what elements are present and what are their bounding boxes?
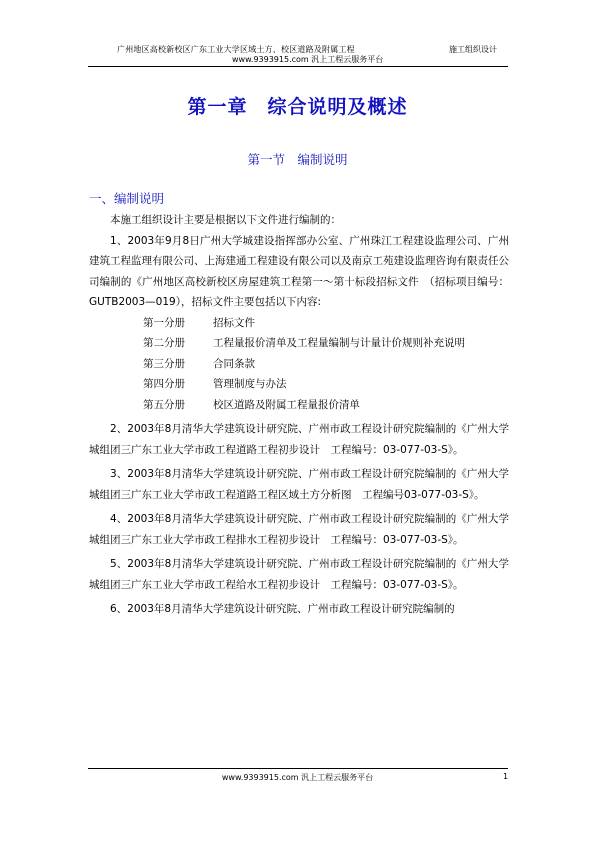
volume-number: 第三分册 [143, 357, 185, 370]
header-doc-type: 施工组织设计 [449, 45, 497, 54]
item-5-paragraph: 5、2003年8月清华大学建筑设计研究院、广州市政工程设计研究院编制的《广州大学城组团三广东工业大学市政工程给水工程初步设计 工程编号：03-077-03-S》。 [89, 558, 509, 591]
item-2-paragraph: 2、2003年8月清华大学建筑设计研究院、广州市政工程设计研究院编制的《广州大学城组团三广东工业大学市政工程道路工程初步设计 工程编号：03-077-03-S》。 [89, 423, 509, 456]
header-project-title: 广州地区高校新校区广东工业大学区域土方、校区道路及附属工程 [117, 45, 355, 54]
header-rule [88, 66, 508, 67]
volume-title: 合同条款 [213, 357, 255, 370]
volume-number: 第四分册 [143, 378, 185, 390]
footer-rule [88, 768, 508, 769]
volume-number: 第一分册 [143, 316, 185, 329]
subsection-title: 一、编制说明 [89, 191, 165, 206]
section-title: 第一节 编制说明 [247, 152, 348, 167]
item-3-paragraph: 3、2003年8月清华大学建筑设计研究院、广州市政工程设计研究院编制的《广州大学城组团三广东工业大学市政工程道路工程区域土方分析图 工程编号03-077-03-S》。 [89, 468, 509, 501]
volume-title: 校区道路及附属工程量报价清单 [213, 398, 360, 411]
footer-site: www.9393915.com 汎上工程云服务平台 [221, 773, 374, 782]
item-4-paragraph: 4、2003年8月清华大学建筑设计研究院、广州市政工程设计研究院编制的《广州大学城组团三广东工业大学市政工程排水工程初步设计 工程编号：03-077-03-S》。 [89, 513, 509, 546]
volume-item [143, 354, 509, 375]
volume-number: 第二分册 [143, 337, 185, 349]
chapter-title: 第一章 综合说明及概述 [187, 96, 408, 118]
volume-title: 招标文件 [213, 316, 255, 329]
volume-title: 工程量报价清单及工程量编制与计量计价规则补充说明 [213, 337, 465, 349]
volume-item [143, 374, 509, 395]
volume-item [143, 333, 509, 354]
volume-item [143, 395, 509, 416]
volume-title: 管理制度与办法 [213, 378, 287, 390]
item-1-paragraph: 1、2003年9月8日广州大学城建设指挥部办公室、广州珠江工程建设监理公司、广州建筑工程监理有限公司、上海建通工程建设有限公司以及南京工苑建设监理咨询有限责任公司编制的《广州地区高校新校区房屋建筑工程第一～第十标段招标文件 （招标项目编号：GUTB2003—019），招标文件主要包括以下内容: [89, 234, 509, 308]
body-text [89, 210, 509, 620]
volume-number: 第五分册 [143, 398, 185, 411]
item-6-paragraph: 6、2003年8月清华大学建筑设计研究院、广州市政工程设计研究院编制的 [110, 603, 455, 615]
intro-paragraph: 本施工组织设计主要是根据以下文件进行编制的： [110, 214, 341, 226]
page-number: 1 [503, 772, 509, 781]
header-site: www.9393915.com 汎上工程云服务平台 [232, 55, 384, 64]
volume-item [143, 313, 509, 334]
volume-list [89, 313, 509, 416]
